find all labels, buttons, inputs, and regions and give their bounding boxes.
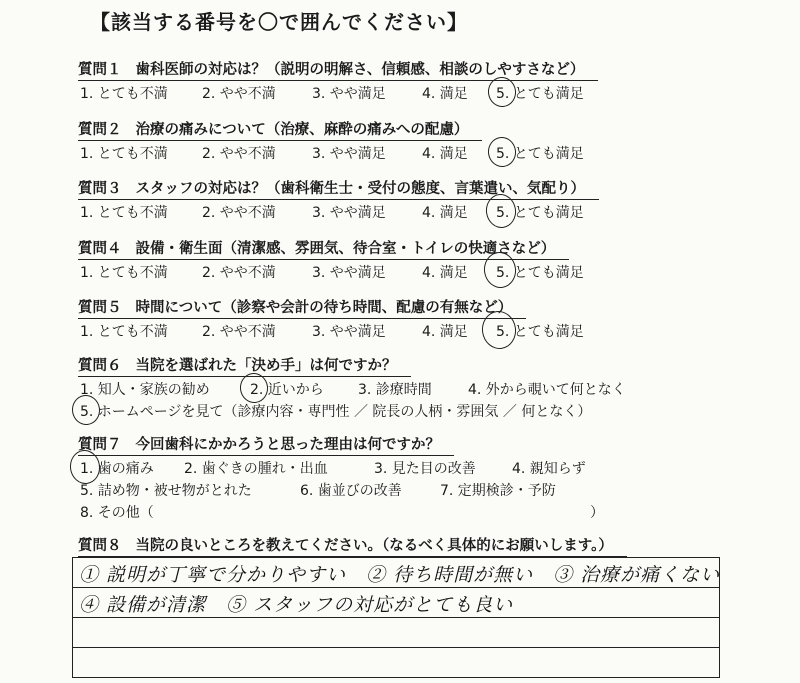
question-heading: 質問２ 治療の痛みについて（治療、麻酔の痛みへの配慮） [78, 118, 482, 141]
option-5[interactable]: 5. ホームページを見て（診療内容・専門性 ／ 院長の人柄・雰囲気 ／ 何となく） [80, 404, 592, 420]
option-2[interactable]: 2. 歯ぐきの腫れ・出血 [184, 461, 328, 477]
answer-box[interactable] [72, 557, 720, 678]
question-heading: 質問８ 当院の良いところを教えてください。（なるべく具体的にお願いします。） [78, 534, 627, 557]
question-2 [78, 118, 778, 163]
option-5[interactable]: 5. とても満足 [496, 265, 584, 281]
option-1[interactable]: 1. とても不満 [80, 86, 168, 102]
satisfaction-options [78, 143, 778, 163]
question-heading: 質問５ 時間について（診察や会計の待ち時間、配慮の有無など） [78, 296, 526, 319]
satisfaction-options [78, 83, 778, 103]
question-heading: 質問６ 当院を選ばれた「決め手」は何ですか？ [78, 354, 411, 377]
q7-options-row-2 [78, 480, 778, 500]
option-4[interactable]: 4. 親知らず [512, 461, 586, 477]
option-5[interactable]: 5. とても満足 [496, 86, 584, 102]
option-1[interactable]: 1. 知人・家族の勧め [80, 382, 210, 398]
option-3[interactable]: 3. 診療時間 [358, 382, 432, 398]
question-8 [78, 534, 778, 557]
question-1 [78, 58, 778, 103]
question-6 [78, 354, 778, 421]
option-3[interactable]: 3. やや満足 [312, 265, 386, 281]
question-4 [78, 237, 778, 282]
option-2[interactable]: 2. やや不満 [202, 324, 276, 340]
option-5[interactable]: 5. 詰め物・被せ物がとれた [80, 483, 252, 499]
option-1[interactable]: 1. とても不満 [80, 265, 168, 281]
handwritten-answer: ④ 設備が清潔 ⑤ スタッフの対応がとても良い [79, 594, 514, 616]
option-1[interactable]: 1. 歯の痛み [80, 461, 154, 477]
handwritten-answer: ① 説明が丁寧で分かりやすい ② 待ち時間が無い ③ 治療が痛くない [79, 564, 721, 586]
option-4[interactable]: 4. 満足 [422, 86, 468, 102]
option-5[interactable]: 5. とても満足 [496, 146, 584, 162]
option-5[interactable]: 5. とても満足 [496, 324, 584, 340]
option-2[interactable]: 2. やや不満 [202, 265, 276, 281]
option-3[interactable]: 3. やや満足 [312, 146, 386, 162]
option-6[interactable]: 6. 歯並びの改善 [300, 483, 402, 499]
answer-line-4[interactable] [73, 648, 719, 678]
option-7[interactable]: 7. 定期検診・予防 [440, 483, 556, 499]
option-3[interactable]: 3. やや満足 [312, 205, 386, 221]
option-4[interactable]: 4. 満足 [422, 324, 468, 340]
option-1[interactable]: 1. とても不満 [80, 324, 168, 340]
option-1[interactable]: 1. とても不満 [80, 205, 168, 221]
question-5 [78, 296, 778, 341]
option-4[interactable]: 4. 満足 [422, 265, 468, 281]
option-4[interactable]: 4. 満足 [422, 205, 468, 221]
option-3[interactable]: 3. やや満足 [312, 86, 386, 102]
option-2[interactable]: 2. 近いから [250, 382, 324, 398]
option-4[interactable]: 4. 満足 [422, 146, 468, 162]
option-3[interactable]: 3. やや満足 [312, 324, 386, 340]
question-7 [78, 433, 778, 522]
answer-line-2[interactable] [73, 588, 719, 618]
option-2[interactable]: 2. やや不満 [202, 205, 276, 221]
answer-line-1[interactable] [73, 558, 719, 588]
satisfaction-options [78, 202, 778, 222]
q7-options-row-1 [78, 458, 778, 478]
option-8[interactable]: 8. その他（ [80, 505, 154, 521]
option-2[interactable]: 2. やや不満 [202, 86, 276, 102]
option-3[interactable]: 3. 見た目の改善 [374, 461, 476, 477]
question-heading: 質問４ 設備・衛生面（清潔感、雰囲気、待合室・トイレの快適さなど） [78, 237, 569, 260]
question-3 [78, 177, 778, 222]
page-title: 【該当する番号を〇で囲んでください】 [90, 10, 468, 34]
question-heading: 質問１ 歯科医師の対応は？（説明の明解さ、信頼感、相談のしやすさなど） [78, 58, 598, 81]
q6-options-row-2 [78, 401, 778, 421]
q6-options-row-1 [78, 379, 778, 399]
satisfaction-options [78, 321, 778, 341]
question-heading: 質問７ 今回歯科にかかろうと思った理由は何ですか？ [78, 433, 454, 456]
satisfaction-options [78, 262, 778, 282]
option-1[interactable]: 1. とても不満 [80, 146, 168, 162]
option-5[interactable]: 5. とても満足 [496, 205, 584, 221]
option-4[interactable]: 4. 外から覗いて何となく [468, 382, 626, 398]
answer-line-3[interactable] [73, 618, 719, 648]
q7-options-row-3 [78, 502, 778, 522]
option-8-close: ） [590, 505, 604, 521]
question-heading: 質問３ スタッフの対応は？（歯科衛生士・受付の態度、言葉遣い、気配り） [78, 177, 599, 200]
option-2[interactable]: 2. やや不満 [202, 146, 276, 162]
